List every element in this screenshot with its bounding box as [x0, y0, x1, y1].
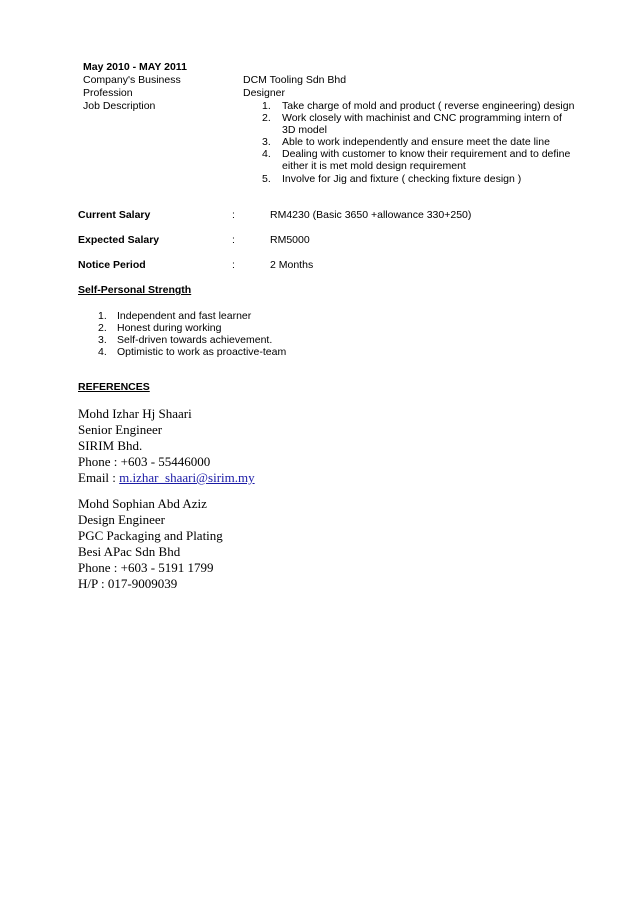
duty-number: 3. [262, 136, 271, 148]
strength-number: 2. [98, 322, 107, 334]
notice-period-label: Notice Period [78, 259, 146, 271]
duty-number: 1. [262, 100, 271, 112]
ref2-title: Design Engineer [78, 512, 166, 527]
colon: : [232, 209, 235, 221]
label-profession: Profession [83, 87, 133, 99]
expected-salary-label: Expected Salary [78, 234, 160, 246]
duty-line: Involve for Jig and fixture ( checking fixture design ) [282, 173, 522, 185]
ref1-org: SIRIM Bhd. [78, 438, 143, 453]
duty-line: Dealing with customer to know their requirement and to define [282, 148, 571, 160]
duty-line: 3D model [282, 124, 327, 136]
ref1-email-row [78, 470, 255, 486]
colon: : [232, 259, 235, 271]
ref1-title: Senior Engineer [78, 422, 163, 437]
duty-number: 4. [262, 148, 271, 160]
strength-number: 1. [98, 310, 107, 322]
strength-item: Self-driven towards achievement. [117, 334, 273, 346]
notice-period-value: 2 Months [270, 259, 314, 271]
duty-line: Take charge of mold and product ( reverse engineering) design [282, 100, 575, 112]
ref2-hp: H/P : 017-9009039 [78, 576, 178, 591]
ref1-phone: Phone : +603 - 55446000 [78, 454, 211, 469]
current-salary-value: RM4230 (Basic 3650 +allowance 330+250) [270, 209, 472, 221]
strength-item: Honest during working [117, 322, 222, 334]
duty-number: 5. [262, 173, 271, 185]
duty-line: Work closely with machinist and CNC programming intern of [282, 112, 562, 124]
label-job-description: Job Description [83, 100, 156, 112]
ref2-org: PGC Packaging and Plating [78, 528, 223, 543]
references-heading: REFERENCES [78, 381, 150, 393]
ref1-name: Mohd Izhar Hj Shaari [78, 406, 192, 421]
job-period: May 2010 - MAY 2011 [83, 61, 187, 73]
label-company-business: Company's Business [83, 74, 181, 86]
duty-number: 2. [262, 112, 271, 124]
expected-salary-value: RM5000 [270, 234, 310, 246]
strengths-heading: Self-Personal Strength [78, 284, 192, 296]
strength-number: 3. [98, 334, 107, 346]
strength-item: Optimistic to work as proactive-team [117, 346, 287, 358]
profession-value: Designer [243, 87, 286, 99]
strength-number: 4. [98, 346, 107, 358]
ref1-email-label: Email : [78, 470, 120, 485]
duty-line: either it is met mold design requirement [282, 160, 466, 172]
ref2-phone: Phone : +603 - 5191 1799 [78, 560, 214, 575]
company-name: DCM Tooling Sdn Bhd [243, 74, 347, 86]
ref2-org2: Besi APac Sdn Bhd [78, 544, 181, 559]
ref1-email-link[interactable]: m.izhar_shaari@sirim.my [119, 470, 255, 485]
ref2-name: Mohd Sophian Abd Aziz [78, 496, 207, 511]
current-salary-label: Current Salary [78, 209, 151, 221]
colon: : [232, 234, 235, 246]
strength-item: Independent and fast learner [117, 310, 252, 322]
duty-line: Able to work independently and ensure meet the date line [282, 136, 550, 148]
